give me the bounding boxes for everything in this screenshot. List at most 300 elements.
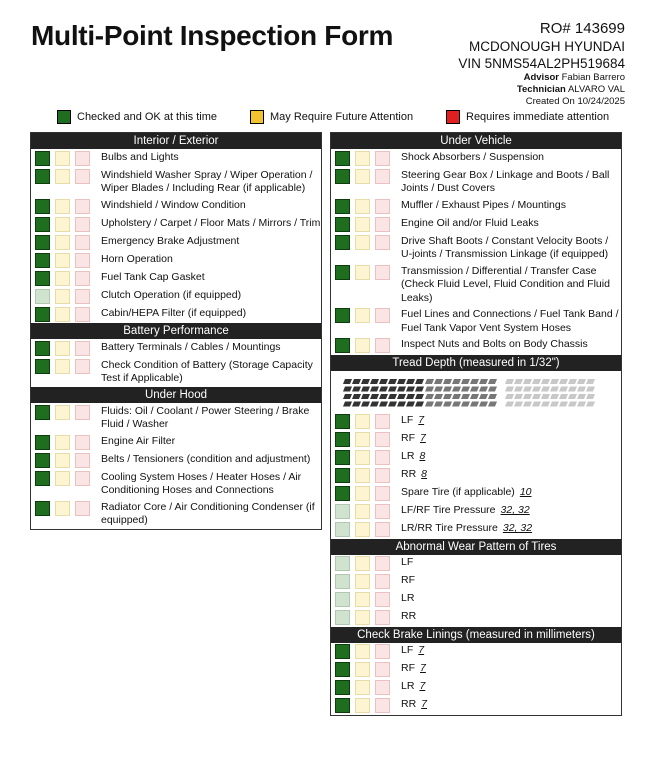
future-checkbox[interactable] bbox=[55, 501, 70, 516]
inspection-item-label: LR bbox=[401, 450, 415, 462]
immediate-checkbox[interactable] bbox=[375, 504, 390, 519]
future-checkbox[interactable] bbox=[355, 698, 370, 713]
immediate-checkbox[interactable] bbox=[75, 169, 90, 184]
ok-checkbox[interactable] bbox=[335, 680, 350, 695]
inspection-row bbox=[331, 643, 621, 661]
ok-checkbox[interactable] bbox=[335, 265, 350, 280]
tread-band-light-block bbox=[568, 401, 577, 406]
immediate-checkbox[interactable] bbox=[375, 265, 390, 280]
inspection-item-label: LF bbox=[401, 414, 414, 426]
future-checkbox[interactable] bbox=[55, 271, 70, 286]
inspection-item bbox=[395, 486, 621, 500]
inspection-row bbox=[331, 609, 621, 627]
future-checkbox[interactable] bbox=[355, 504, 370, 519]
ok-checkbox[interactable] bbox=[35, 271, 50, 286]
immediate-checkbox[interactable] bbox=[375, 680, 390, 695]
measurement-value: 7 bbox=[419, 680, 426, 692]
ok-checkbox[interactable] bbox=[335, 592, 350, 607]
inspection-row bbox=[31, 305, 321, 323]
inspection-row bbox=[331, 337, 621, 355]
tread-band-dark-block bbox=[397, 379, 406, 384]
tread-band-light-block bbox=[550, 379, 559, 384]
immediate-checkbox[interactable] bbox=[375, 556, 390, 571]
inspection-item-label: Fluids: Oil / Coolant / Power Steering / Brake Fluid / Washer bbox=[101, 404, 310, 430]
inspection-item bbox=[395, 574, 621, 588]
immediate-checkbox[interactable] bbox=[375, 235, 390, 250]
ok-checkbox[interactable] bbox=[35, 151, 50, 166]
inspection-item bbox=[395, 338, 621, 352]
inspection-item bbox=[95, 235, 321, 249]
future-checkbox[interactable] bbox=[55, 217, 70, 232]
tread-band-dark-block bbox=[397, 386, 406, 391]
inspection-row bbox=[31, 499, 321, 529]
tread-band-dark-block bbox=[406, 379, 415, 384]
ok-checkbox[interactable] bbox=[335, 486, 350, 501]
ok-checkbox[interactable] bbox=[35, 501, 50, 516]
ok-checkbox[interactable] bbox=[335, 504, 350, 519]
ok-checkbox[interactable] bbox=[335, 662, 350, 677]
inspection-item bbox=[395, 414, 621, 428]
future-checkbox[interactable] bbox=[55, 471, 70, 486]
inspection-row bbox=[331, 573, 621, 591]
tread-band-medium-block bbox=[452, 401, 461, 406]
inspection-item-label: Engine Air Filter bbox=[101, 434, 176, 447]
future-checkbox[interactable] bbox=[55, 235, 70, 250]
future-checkbox[interactable] bbox=[355, 432, 370, 447]
inspection-item bbox=[395, 151, 621, 165]
immediate-checkbox[interactable] bbox=[375, 217, 390, 232]
future-checkbox[interactable] bbox=[355, 662, 370, 677]
future-checkbox[interactable] bbox=[355, 680, 370, 695]
legend-ok-label: Checked and OK at this time bbox=[77, 111, 218, 123]
inspection-row bbox=[31, 233, 321, 251]
tread-band-dark-block bbox=[397, 394, 406, 399]
immediate-checkbox[interactable] bbox=[375, 662, 390, 677]
tread-band-light-block bbox=[577, 394, 586, 399]
tread-band-light-block bbox=[514, 386, 523, 391]
immediate-checkbox[interactable] bbox=[375, 199, 390, 214]
tread-band-medium-block bbox=[488, 386, 497, 391]
page-title: Multi-Point Inspection Form bbox=[31, 20, 394, 51]
inspection-item bbox=[95, 271, 321, 285]
future-checkbox[interactable] bbox=[355, 235, 370, 250]
ok-checkbox[interactable] bbox=[335, 338, 350, 353]
ok-checkbox[interactable] bbox=[335, 556, 350, 571]
legend-immediate bbox=[446, 110, 609, 124]
tread-band-light-block bbox=[568, 394, 577, 399]
inspection-item-label: RF bbox=[401, 662, 415, 674]
inspection-row bbox=[331, 521, 621, 539]
immediate-checkbox[interactable] bbox=[75, 471, 90, 486]
ok-checkbox[interactable] bbox=[335, 217, 350, 232]
ok-checkbox[interactable] bbox=[335, 432, 350, 447]
tire-tread-strip bbox=[331, 373, 621, 411]
tread-band-dark-block bbox=[388, 394, 397, 399]
ok-checkbox[interactable] bbox=[335, 610, 350, 625]
inspection-item bbox=[395, 644, 621, 658]
tread-band-dark-block bbox=[343, 379, 352, 384]
immediate-checkbox[interactable] bbox=[375, 151, 390, 166]
tread-band-light-block bbox=[577, 386, 586, 391]
tread-band-light-block bbox=[586, 394, 595, 399]
inspection-item bbox=[95, 359, 321, 386]
ok-checkbox[interactable] bbox=[35, 471, 50, 486]
future-checkbox[interactable] bbox=[55, 199, 70, 214]
tread-band-light-block bbox=[541, 394, 550, 399]
ok-checkbox[interactable] bbox=[35, 405, 50, 420]
tread-band-dark-block bbox=[361, 394, 370, 399]
measurement-value: 7 bbox=[420, 662, 426, 674]
inspection-row bbox=[331, 661, 621, 679]
inspection-item-label: Steering Gear Box / Linkage and Boots / Ball Joints / Dust Covers bbox=[401, 168, 610, 194]
tread-band-light-block bbox=[532, 386, 541, 391]
tread-band-dark-block bbox=[361, 401, 370, 406]
ok-checkbox[interactable] bbox=[335, 644, 350, 659]
tread-band-light-block bbox=[523, 401, 532, 406]
ok-checkbox[interactable] bbox=[35, 169, 50, 184]
inspection-item-label: Cooling System Hoses / Heater Hoses / Air Conditioning Hoses and Connections bbox=[101, 470, 302, 496]
tread-band-light-block bbox=[559, 401, 568, 406]
inspection-item-label: RR bbox=[401, 468, 417, 480]
ok-checkbox[interactable] bbox=[335, 308, 350, 323]
tread-band-light-block bbox=[559, 394, 568, 399]
inspection-item-label: RR bbox=[401, 698, 417, 710]
ok-checkbox[interactable] bbox=[35, 307, 50, 322]
ok-checkbox[interactable] bbox=[35, 235, 50, 250]
ok-checkbox[interactable] bbox=[335, 450, 350, 465]
future-checkbox[interactable] bbox=[355, 644, 370, 659]
inspection-row bbox=[331, 149, 621, 167]
inspection-item bbox=[395, 468, 621, 482]
immediate-checkbox[interactable] bbox=[75, 307, 90, 322]
technician-name: ALVARO VAL bbox=[567, 84, 625, 95]
measurement-value: 8 bbox=[421, 468, 428, 480]
inspection-item bbox=[395, 450, 621, 464]
section-header-under-hood: Under Hood bbox=[31, 387, 321, 403]
tread-band-dark-block bbox=[388, 401, 397, 406]
legend-ok bbox=[57, 110, 217, 124]
future-checkbox[interactable] bbox=[355, 450, 370, 465]
inspection-item-label: Cabin/HEPA Filter (if equipped) bbox=[101, 306, 247, 319]
future-checkbox[interactable] bbox=[355, 217, 370, 232]
immediate-checkbox[interactable] bbox=[375, 169, 390, 184]
future-checkbox[interactable] bbox=[55, 169, 70, 184]
immediate-checkbox[interactable] bbox=[75, 235, 90, 250]
inspection-row bbox=[31, 339, 321, 357]
immediate-checkbox[interactable] bbox=[375, 644, 390, 659]
tread-band-medium-block bbox=[452, 379, 461, 384]
inspection-row bbox=[31, 403, 321, 433]
future-checkbox[interactable] bbox=[355, 338, 370, 353]
immediate-checkbox[interactable] bbox=[75, 341, 90, 356]
inspection-item bbox=[395, 662, 621, 676]
ok-checkbox[interactable] bbox=[335, 414, 350, 429]
measurement-value: 8 bbox=[419, 450, 426, 462]
tread-band-dark-block bbox=[397, 401, 406, 406]
immediate-checkbox[interactable] bbox=[75, 151, 90, 166]
ok-checkbox[interactable] bbox=[35, 341, 50, 356]
measurement-value: 32, 32 bbox=[500, 504, 530, 516]
future-checkbox[interactable] bbox=[355, 574, 370, 589]
tread-band-light-block bbox=[586, 379, 595, 384]
immediate-checkbox[interactable] bbox=[375, 468, 390, 483]
tread-band-dark-block bbox=[361, 379, 370, 384]
inspection-item bbox=[395, 504, 621, 518]
tread-band-medium-block bbox=[425, 394, 434, 399]
immediate-checkbox[interactable] bbox=[75, 253, 90, 268]
ok-checkbox[interactable] bbox=[35, 217, 50, 232]
immediate-checkbox[interactable] bbox=[375, 308, 390, 323]
legend-future-swatch bbox=[250, 110, 264, 124]
tread-band-light-block bbox=[559, 386, 568, 391]
tread-band-medium-block bbox=[479, 401, 488, 406]
tread-band-light-block bbox=[577, 401, 586, 406]
tread-band-medium-block bbox=[425, 379, 434, 384]
future-checkbox[interactable] bbox=[55, 289, 70, 304]
inspection-item-label: Drive Shaft Boots / Constant Velocity Boots / U-joints / Transmission Linkage (if equipped) bbox=[401, 234, 609, 260]
immediate-checkbox[interactable] bbox=[75, 289, 90, 304]
ok-checkbox[interactable] bbox=[335, 698, 350, 713]
tread-band-medium-block bbox=[488, 394, 497, 399]
tread-band-dark-block bbox=[352, 386, 361, 391]
tread-band-medium-block bbox=[470, 394, 479, 399]
inspection-row bbox=[31, 357, 321, 387]
future-checkbox[interactable] bbox=[355, 468, 370, 483]
future-checkbox[interactable] bbox=[355, 610, 370, 625]
tread-band-medium-block bbox=[452, 386, 461, 391]
tread-band-dark-block bbox=[370, 394, 379, 399]
section-header-tread-depth-measured-in-1-32: Tread Depth (measured in 1/32") bbox=[331, 355, 621, 371]
vin-number: VIN 5NMS54AL2PH519684 bbox=[458, 56, 625, 71]
future-checkbox[interactable] bbox=[355, 199, 370, 214]
immediate-checkbox[interactable] bbox=[375, 414, 390, 429]
tread-band-dark-block bbox=[379, 401, 388, 406]
inspection-item bbox=[95, 289, 321, 303]
ok-checkbox[interactable] bbox=[35, 289, 50, 304]
inspection-item bbox=[95, 169, 321, 196]
inspection-row bbox=[331, 215, 621, 233]
future-checkbox[interactable] bbox=[355, 169, 370, 184]
inspection-item bbox=[395, 308, 621, 335]
inspection-item bbox=[95, 217, 321, 231]
immediate-checkbox[interactable] bbox=[375, 574, 390, 589]
inspection-row bbox=[31, 469, 321, 499]
tread-band-dark-block bbox=[370, 379, 379, 384]
future-checkbox[interactable] bbox=[55, 341, 70, 356]
inspection-row bbox=[31, 197, 321, 215]
ok-checkbox[interactable] bbox=[335, 522, 350, 537]
tread-band-dark-block bbox=[379, 379, 388, 384]
inspection-item-label: Shock Absorbers / Suspension bbox=[401, 150, 545, 163]
inspection-item bbox=[395, 169, 621, 196]
ok-checkbox[interactable] bbox=[335, 199, 350, 214]
future-checkbox[interactable] bbox=[355, 486, 370, 501]
tread-band-medium-block bbox=[443, 386, 452, 391]
future-checkbox[interactable] bbox=[355, 522, 370, 537]
inspection-item-label: Horn Operation bbox=[101, 252, 173, 265]
tread-band-light-block bbox=[514, 401, 523, 406]
inspection-item bbox=[95, 253, 321, 267]
tread-band-medium-block bbox=[452, 394, 461, 399]
ok-checkbox[interactable] bbox=[335, 169, 350, 184]
immediate-checkbox[interactable] bbox=[375, 610, 390, 625]
immediate-checkbox[interactable] bbox=[75, 271, 90, 286]
inspection-item bbox=[395, 592, 621, 606]
future-checkbox[interactable] bbox=[55, 307, 70, 322]
measurement-value: 7 bbox=[418, 414, 425, 426]
tread-band-light-block bbox=[541, 401, 550, 406]
inspection-item-label: Radiator Core / Air Conditioning Condenser (if equipped) bbox=[101, 500, 315, 526]
dealer-name: MCDONOUGH HYUNDAI bbox=[468, 39, 625, 54]
inspection-item-label: Windshield Washer Spray / Wiper Operation / Wiper Blades / Including Rear (if applicable) bbox=[101, 168, 313, 194]
immediate-checkbox[interactable] bbox=[375, 698, 390, 713]
tread-band-light-block bbox=[586, 401, 595, 406]
inspection-row bbox=[331, 431, 621, 449]
inspection-item-label: Inspect Nuts and Bolts on Body Chassis bbox=[401, 338, 588, 350]
inspection-row bbox=[331, 449, 621, 467]
ok-checkbox[interactable] bbox=[335, 574, 350, 589]
inspection-item bbox=[95, 471, 321, 498]
tread-band-medium-block bbox=[461, 394, 470, 399]
ok-checkbox[interactable] bbox=[335, 468, 350, 483]
tread-band-medium-block bbox=[434, 379, 443, 384]
tread-band-dark-block bbox=[352, 394, 361, 399]
tread-band-medium-block bbox=[488, 379, 497, 384]
immediate-checkbox[interactable] bbox=[375, 486, 390, 501]
tread-band-medium-block bbox=[470, 401, 479, 406]
tread-band-medium-block bbox=[434, 401, 443, 406]
inspection-item-label: RR bbox=[401, 610, 417, 622]
inspection-item-label: LF/RF Tire Pressure bbox=[401, 504, 496, 516]
measurement-value: 32, 32 bbox=[502, 522, 533, 534]
technician-label: Technician bbox=[516, 84, 566, 95]
ok-checkbox[interactable] bbox=[35, 253, 50, 268]
immediate-checkbox[interactable] bbox=[375, 522, 390, 537]
immediate-checkbox[interactable] bbox=[75, 501, 90, 516]
inspection-item-label: LF bbox=[401, 556, 414, 568]
inspection-row bbox=[331, 167, 621, 197]
future-checkbox[interactable] bbox=[355, 556, 370, 571]
future-checkbox[interactable] bbox=[55, 151, 70, 166]
measurement-value: 7 bbox=[420, 432, 426, 444]
tread-band-dark-block bbox=[415, 394, 424, 399]
immediate-checkbox[interactable] bbox=[75, 359, 90, 374]
inspection-item-label: RF bbox=[401, 432, 415, 444]
tread-band-light-block bbox=[568, 379, 577, 384]
immediate-checkbox[interactable] bbox=[75, 453, 90, 468]
inspection-item-label: Windshield / Window Condition bbox=[101, 198, 246, 211]
inspection-item-label: Transmission / Differential / Transfer Case (Check Fluid Level, Fluid Condition and Fluid Leaks) bbox=[401, 264, 610, 304]
inspection-item bbox=[395, 556, 621, 570]
technician-line bbox=[517, 84, 625, 95]
inspection-row bbox=[31, 215, 321, 233]
ok-checkbox[interactable] bbox=[335, 235, 350, 250]
immediate-checkbox[interactable] bbox=[375, 450, 390, 465]
tread-band-medium-block bbox=[479, 394, 488, 399]
immediate-checkbox[interactable] bbox=[375, 432, 390, 447]
tread-band-light-block bbox=[514, 394, 523, 399]
tread-band-light-block bbox=[586, 386, 595, 391]
inspection-item bbox=[95, 151, 321, 165]
ok-checkbox[interactable] bbox=[35, 199, 50, 214]
inspection-row bbox=[31, 269, 321, 287]
tread-band-dark-block bbox=[388, 386, 397, 391]
ok-checkbox[interactable] bbox=[335, 151, 350, 166]
immediate-checkbox[interactable] bbox=[75, 435, 90, 450]
tread-band-light-block bbox=[532, 401, 541, 406]
future-checkbox[interactable] bbox=[355, 151, 370, 166]
inspection-item bbox=[395, 217, 621, 231]
future-checkbox[interactable] bbox=[55, 253, 70, 268]
tread-band-medium-block bbox=[443, 379, 452, 384]
inspection-row bbox=[31, 167, 321, 197]
tread-band-light-block bbox=[550, 394, 559, 399]
inspection-item-label: LF bbox=[401, 644, 414, 656]
inspection-row bbox=[331, 263, 621, 307]
inspection-item bbox=[395, 680, 621, 694]
immediate-checkbox[interactable] bbox=[375, 338, 390, 353]
ok-checkbox[interactable] bbox=[35, 435, 50, 450]
inspection-item bbox=[395, 522, 621, 536]
tread-band-medium-block bbox=[443, 394, 452, 399]
legend-immediate-swatch bbox=[446, 110, 460, 124]
future-checkbox[interactable] bbox=[55, 435, 70, 450]
section-header-check-brake-linings-measured-in-millimeters: Check Brake Linings (measured in millimeters) bbox=[331, 627, 621, 643]
tread-band-medium-block bbox=[461, 386, 470, 391]
inspection-item-label: Battery Terminals / Cables / Mountings bbox=[101, 340, 281, 353]
future-checkbox[interactable] bbox=[355, 592, 370, 607]
inspection-item bbox=[395, 199, 621, 213]
right-inspection-column bbox=[330, 132, 622, 716]
tread-band-medium-block bbox=[470, 386, 479, 391]
created-date: Created On 10/24/2025 bbox=[525, 96, 625, 107]
future-checkbox[interactable] bbox=[55, 453, 70, 468]
tread-band-dark-block bbox=[379, 386, 388, 391]
tread-band-medium-block bbox=[434, 394, 443, 399]
immediate-checkbox[interactable] bbox=[375, 592, 390, 607]
immediate-checkbox[interactable] bbox=[75, 217, 90, 232]
tread-band-medium-block bbox=[488, 401, 497, 406]
future-checkbox[interactable] bbox=[55, 359, 70, 374]
tread-band-dark-block bbox=[406, 386, 415, 391]
tread-band-medium-block bbox=[425, 386, 434, 391]
inspection-item bbox=[95, 501, 321, 528]
inspection-row bbox=[331, 307, 621, 337]
future-checkbox[interactable] bbox=[355, 308, 370, 323]
legend-future-label: May Require Future Attention bbox=[270, 111, 414, 123]
tread-band-dark-block bbox=[361, 386, 370, 391]
tread-band-medium-block bbox=[479, 379, 488, 384]
ok-checkbox[interactable] bbox=[35, 453, 50, 468]
immediate-checkbox[interactable] bbox=[75, 199, 90, 214]
future-checkbox[interactable] bbox=[355, 265, 370, 280]
inspection-item-label: Emergency Brake Adjustment bbox=[101, 234, 240, 247]
inspection-item-label: Fuel Tank Cap Gasket bbox=[101, 270, 205, 283]
inspection-item-label: Belts / Tensioners (condition and adjustment) bbox=[101, 452, 311, 465]
tread-band-dark-block bbox=[406, 401, 415, 406]
advisor-label: Advisor bbox=[523, 72, 559, 83]
immediate-checkbox[interactable] bbox=[75, 405, 90, 420]
tread-band-dark-block bbox=[343, 401, 352, 406]
future-checkbox[interactable] bbox=[55, 405, 70, 420]
future-checkbox[interactable] bbox=[355, 414, 370, 429]
legend-future bbox=[250, 110, 413, 124]
inspection-row bbox=[331, 413, 621, 431]
inspection-item bbox=[95, 453, 321, 467]
inspection-row bbox=[331, 697, 621, 715]
tread-band-dark-block bbox=[415, 379, 424, 384]
ok-checkbox[interactable] bbox=[35, 359, 50, 374]
